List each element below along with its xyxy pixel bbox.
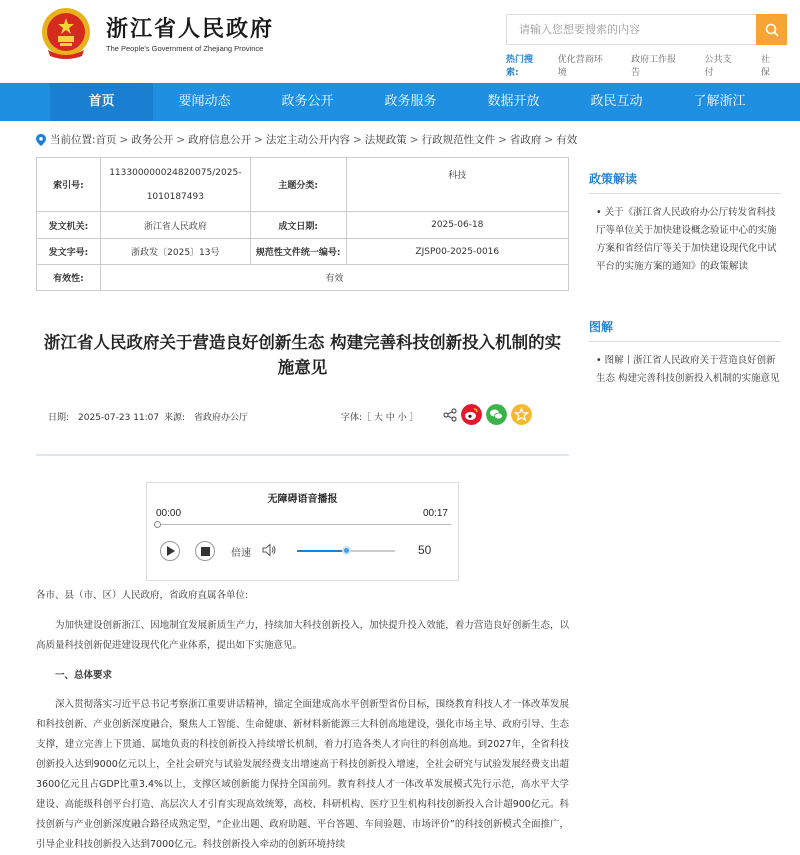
play-button[interactable] (160, 541, 180, 561)
volume-value: 50 (418, 543, 432, 557)
breadcrumb-separator: > (119, 133, 129, 146)
site-subtitle: The People's Government of Zhejiang Province (106, 44, 264, 53)
policy-interpretation-link[interactable]: • 关于《浙江省人民政府办公厅转发省科技厅等单位关于加快建设概念验证中心的实施方案和省经信厅等关于加快建设现代化中试平台的实施方案的通知》的政策解读 (596, 207, 777, 272)
nav-item-open-data[interactable]: 数据开放 (487, 94, 540, 109)
volume-icon[interactable] (262, 543, 276, 557)
play-icon (166, 546, 175, 556)
graphic-heading: 图解 (589, 318, 781, 342)
weibo-icon[interactable] (461, 404, 482, 425)
policy-interpretation-heading: 政策解读 (589, 170, 781, 194)
doc-number-label: 发文字号: (37, 239, 101, 265)
breadcrumb-item[interactable]: 有效 (556, 134, 578, 146)
source: 来源: 省政府办公厅 (164, 413, 249, 423)
breadcrumb-separator: > (498, 133, 507, 146)
code-label: 规范性文件统一编号: (250, 239, 346, 265)
date-value: 2025-06-18 (346, 212, 568, 239)
main-nav (0, 83, 800, 121)
nav-item-news[interactable]: 要闻动态 (178, 94, 231, 109)
hot-search-item[interactable]: 政府工作报告 (631, 55, 677, 78)
body-paragraph: 深入贯彻落实习近平总书记考察浙江重要讲话精神，锚定全面建成高水平创新型省份目标，围绕教育科技人才一体改革发展和科技创新、产业创新深度融合，聚焦人工智能、生命健康、新材料新能源三大科创高地建设，强化市场主导、政府引导、生态支撑，建立完善上下贯通、属地负责的科技创新投入持续增长机制，着力打造各类人才向往的科创高地。到2027年，全省科技创新投入达到9000亿元以上，全社会研究与试验发展经费支出增速高于科技创新投入增速，全社会研究与试验发展经费支出超3600亿元且占GDP比重3.4%以上，支撑区域创新能力保持全国前列。教育科技人才一体改革发展模式先行示范，高水平大学建设、高能级科创平台打造、高层次人才引育实现高效统筹，高校、科研机构、医疗卫生机构科技创新投入合计超900亿元。科技创新与产业创新深度融合路径成熟定型，“企业出题、政府助题、平台答题、车间验题、市场评价”的科技创新模式全面推广，引导企业科技创新投入达到7000亿元。科技创新投入牵动的创新环境持续 (36, 699, 569, 850)
subject-label: 主题分类: (250, 158, 346, 212)
hot-search-item[interactable]: 社保 (760, 55, 770, 78)
breadcrumb-item[interactable]: 行政规范性文件 (421, 134, 496, 146)
section-heading: 一、总体要求 (55, 670, 113, 681)
doc-number-value: 浙政发〔2025〕13号 (100, 239, 250, 265)
hot-search-label: 热门搜索: (506, 55, 534, 78)
total-time: 00:17 (422, 508, 448, 519)
breadcrumb-item[interactable]: 政府信息公开 (188, 134, 252, 146)
nav-item-home[interactable]: 首页 (50, 83, 153, 121)
font-size-switcher[interactable]: 字体:［ 大 中 小 ］ (341, 413, 419, 423)
article-meta (36, 403, 569, 431)
graphic-link[interactable]: • 图解丨浙江省人民政府关于营造良好创新生态 构建完善科技创新投入机制的实施意见 (596, 355, 780, 384)
breadcrumb-label: 当前位置: (50, 134, 96, 146)
speed-button[interactable]: 倍速 (231, 548, 251, 559)
breadcrumb-item[interactable]: 首页 (95, 134, 117, 146)
breadcrumb-item[interactable]: 法规政策 (364, 134, 407, 146)
publish-date: 日期: 2025-07-23 11:07 (48, 413, 160, 423)
search-icon (765, 23, 779, 37)
favorite-star-icon[interactable] (511, 404, 532, 425)
search-button[interactable] (756, 14, 787, 45)
breadcrumb-separator: > (254, 133, 263, 146)
progress-handle[interactable] (154, 521, 161, 528)
graphic-section (589, 318, 781, 388)
org-label: 发文机关: (37, 212, 101, 239)
salutation: 各市、县（市、区）人民政府，省政府直属各单位: (36, 590, 249, 601)
volume-handle[interactable] (342, 546, 351, 555)
validity-label: 有效性: (37, 265, 101, 291)
wechat-icon[interactable] (486, 404, 507, 425)
site-title[interactable]: 浙江省人民政府 (106, 17, 275, 42)
breadcrumb-separator: > (352, 133, 362, 146)
nav-item-gov-affairs[interactable]: 政务公开 (281, 94, 334, 109)
hot-search (506, 52, 800, 78)
location-pin-icon (36, 134, 46, 146)
nav-item-interaction[interactable]: 政民互动 (590, 94, 643, 109)
org-value: 浙江省人民政府 (100, 212, 250, 239)
stop-icon (201, 547, 210, 556)
title-divider (36, 454, 569, 456)
breadcrumb-separator: > (544, 133, 554, 146)
share-icon[interactable] (443, 408, 457, 422)
intro-paragraph: 为加快建设创新浙江、因地制宜发展新质生产力，持续加大科技创新投入，加快提升投入效能，着力营造良好创新生态，以高质量科技创新促进建设现代化产业体系，提出如下实施意见。 (36, 620, 569, 651)
search-input[interactable]: 请输入您想要搜索的内容 (506, 14, 756, 45)
breadcrumb-separator: > (409, 133, 419, 146)
breadcrumb (36, 132, 577, 147)
hot-search-item[interactable]: 公共支付 (704, 55, 732, 78)
policy-interpretation-section (589, 170, 781, 276)
volume-slider-fill (297, 550, 346, 552)
breadcrumb-separator: > (176, 133, 186, 146)
breadcrumb-item[interactable]: 省政府 (509, 134, 542, 146)
code-value: ZJSP00-2025-0016 (346, 239, 568, 265)
audio-player-title: 无障碍语音播报 (267, 494, 338, 505)
validity-value: 有效 (100, 265, 568, 291)
document-info-table (36, 157, 569, 291)
subject-value: 科技 (346, 158, 568, 212)
breadcrumb-item[interactable]: 政务公开 (131, 134, 174, 146)
hot-search-item[interactable]: 优化营商环境 (557, 55, 603, 78)
stop-button[interactable] (195, 541, 215, 561)
index-value: 113300000024820075/2025-1010187493 (100, 158, 250, 212)
date-label: 成文日期: (250, 212, 346, 239)
index-label: 索引号: (37, 158, 101, 212)
progress-bar[interactable] (156, 524, 451, 525)
nav-item-services[interactable]: 政务服务 (384, 94, 437, 109)
nav-item-about[interactable]: 了解浙江 (693, 94, 746, 109)
audio-player (146, 482, 459, 581)
site-header (0, 0, 800, 83)
current-time: 00:00 (156, 508, 182, 519)
national-emblem-icon[interactable] (40, 6, 92, 60)
article-title: 浙江省人民政府关于营造良好创新生态 构建完善科技创新投入机制的实施意见 (43, 333, 562, 377)
breadcrumb-item[interactable]: 法定主动公开内容 (265, 134, 350, 146)
